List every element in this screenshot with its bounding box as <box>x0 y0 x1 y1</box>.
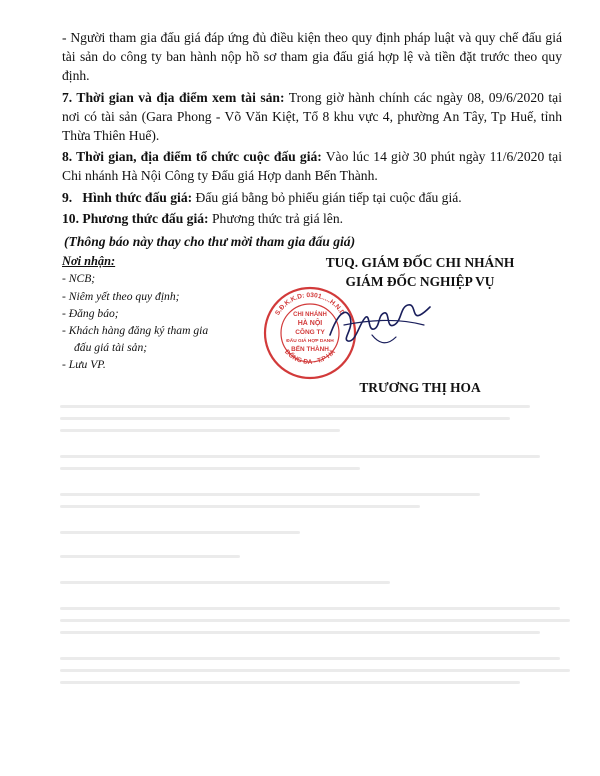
recipient-item: - NCB; <box>62 272 96 286</box>
eligibility-paragraph: - Người tham gia đấu giá đáp ứng đủ điều kiện theo quy định pháp luật và quy chế đấu giá tài sản do công ty ban hành nộp hồ sơ tham gia đấu giá hợp lệ và tiền đặt trước theo quy định. <box>62 30 562 84</box>
stamp-center-line: ĐẤU GIÁ HỢP DANH <box>286 339 334 345</box>
recipient-item: - Đăng báo; <box>62 306 119 320</box>
section-8 <box>62 147 562 185</box>
signature-title-line2: GIÁM ĐỐC NGHIỆP VỤ <box>345 274 495 290</box>
section-10 <box>62 209 562 228</box>
recipient-item: - Lưu VP. <box>62 358 106 372</box>
stamp-ring-text: S.Đ.K.K.D: 0301.....H.N.D <box>274 292 346 317</box>
section-7-body: Trong giờ hành chính các ngày 08, 09/6/2020 tại nơi có tài sản (Gara Phong - Võ Văn Kiệt, Tổ 8 khu vực 4, phường An Tây, Tp Huế, tỉnh Thừa Thiên Huế). <box>62 89 562 144</box>
handwritten-signature <box>324 295 434 351</box>
section-10-heading: 10. Phương thức đấu giá: <box>62 210 209 226</box>
recipients-title: Nơi nhận: <box>62 254 116 269</box>
section-7 <box>62 88 562 146</box>
stamp-center-line: HÀ NỘI <box>297 320 323 328</box>
footer-block <box>62 253 562 413</box>
section-7-heading: 7. Thời gian và địa điểm xem tài sản: <box>62 89 285 105</box>
stamp-bottom-text: ĐỐNG ĐA - T.P HÀ <box>283 348 337 367</box>
stamp-center-line: BẾN THÀNH <box>291 346 329 354</box>
recipient-item: - Khách hàng đăng ký tham gia <box>62 324 209 338</box>
recipients-list <box>62 253 282 373</box>
section-9-body: Đấu giá bằng bỏ phiếu gián tiếp tại cuộc đấu giá. <box>192 189 462 205</box>
recipient-item: đấu giá tài sản; <box>74 341 148 355</box>
stamp-center-line: CÔNG TY <box>295 329 325 337</box>
section-10-body: Phương thức trả giá lên. <box>208 210 344 226</box>
signature-title-line1: TUQ. GIÁM ĐỐC CHI NHÁNH <box>325 255 515 271</box>
section-8-body: Vào lúc 14 giờ 30 phút ngày 11/6/2020 tại Chi nhánh Hà Nội Công ty Đấu giá Hợp danh Bến Thành. <box>62 149 562 184</box>
section-9-heading: 9. Hình thức đấu giá: <box>62 189 193 205</box>
stamp-center-line: CHI NHÁNH <box>293 312 327 319</box>
show-through-background <box>60 395 580 735</box>
section-8-heading: 8. Thời gian, địa điểm tổ chức cuộc đấu giá: <box>62 149 322 165</box>
signer-name: TRƯƠNG THỊ HOA <box>359 380 481 396</box>
recipient-item: - Niêm yết theo quy định; <box>62 289 180 303</box>
section-9 <box>62 188 562 207</box>
document-page <box>62 28 562 413</box>
invitation-note: (Thông báo này thay cho thư mời tham gia đấu giá) <box>64 234 356 250</box>
